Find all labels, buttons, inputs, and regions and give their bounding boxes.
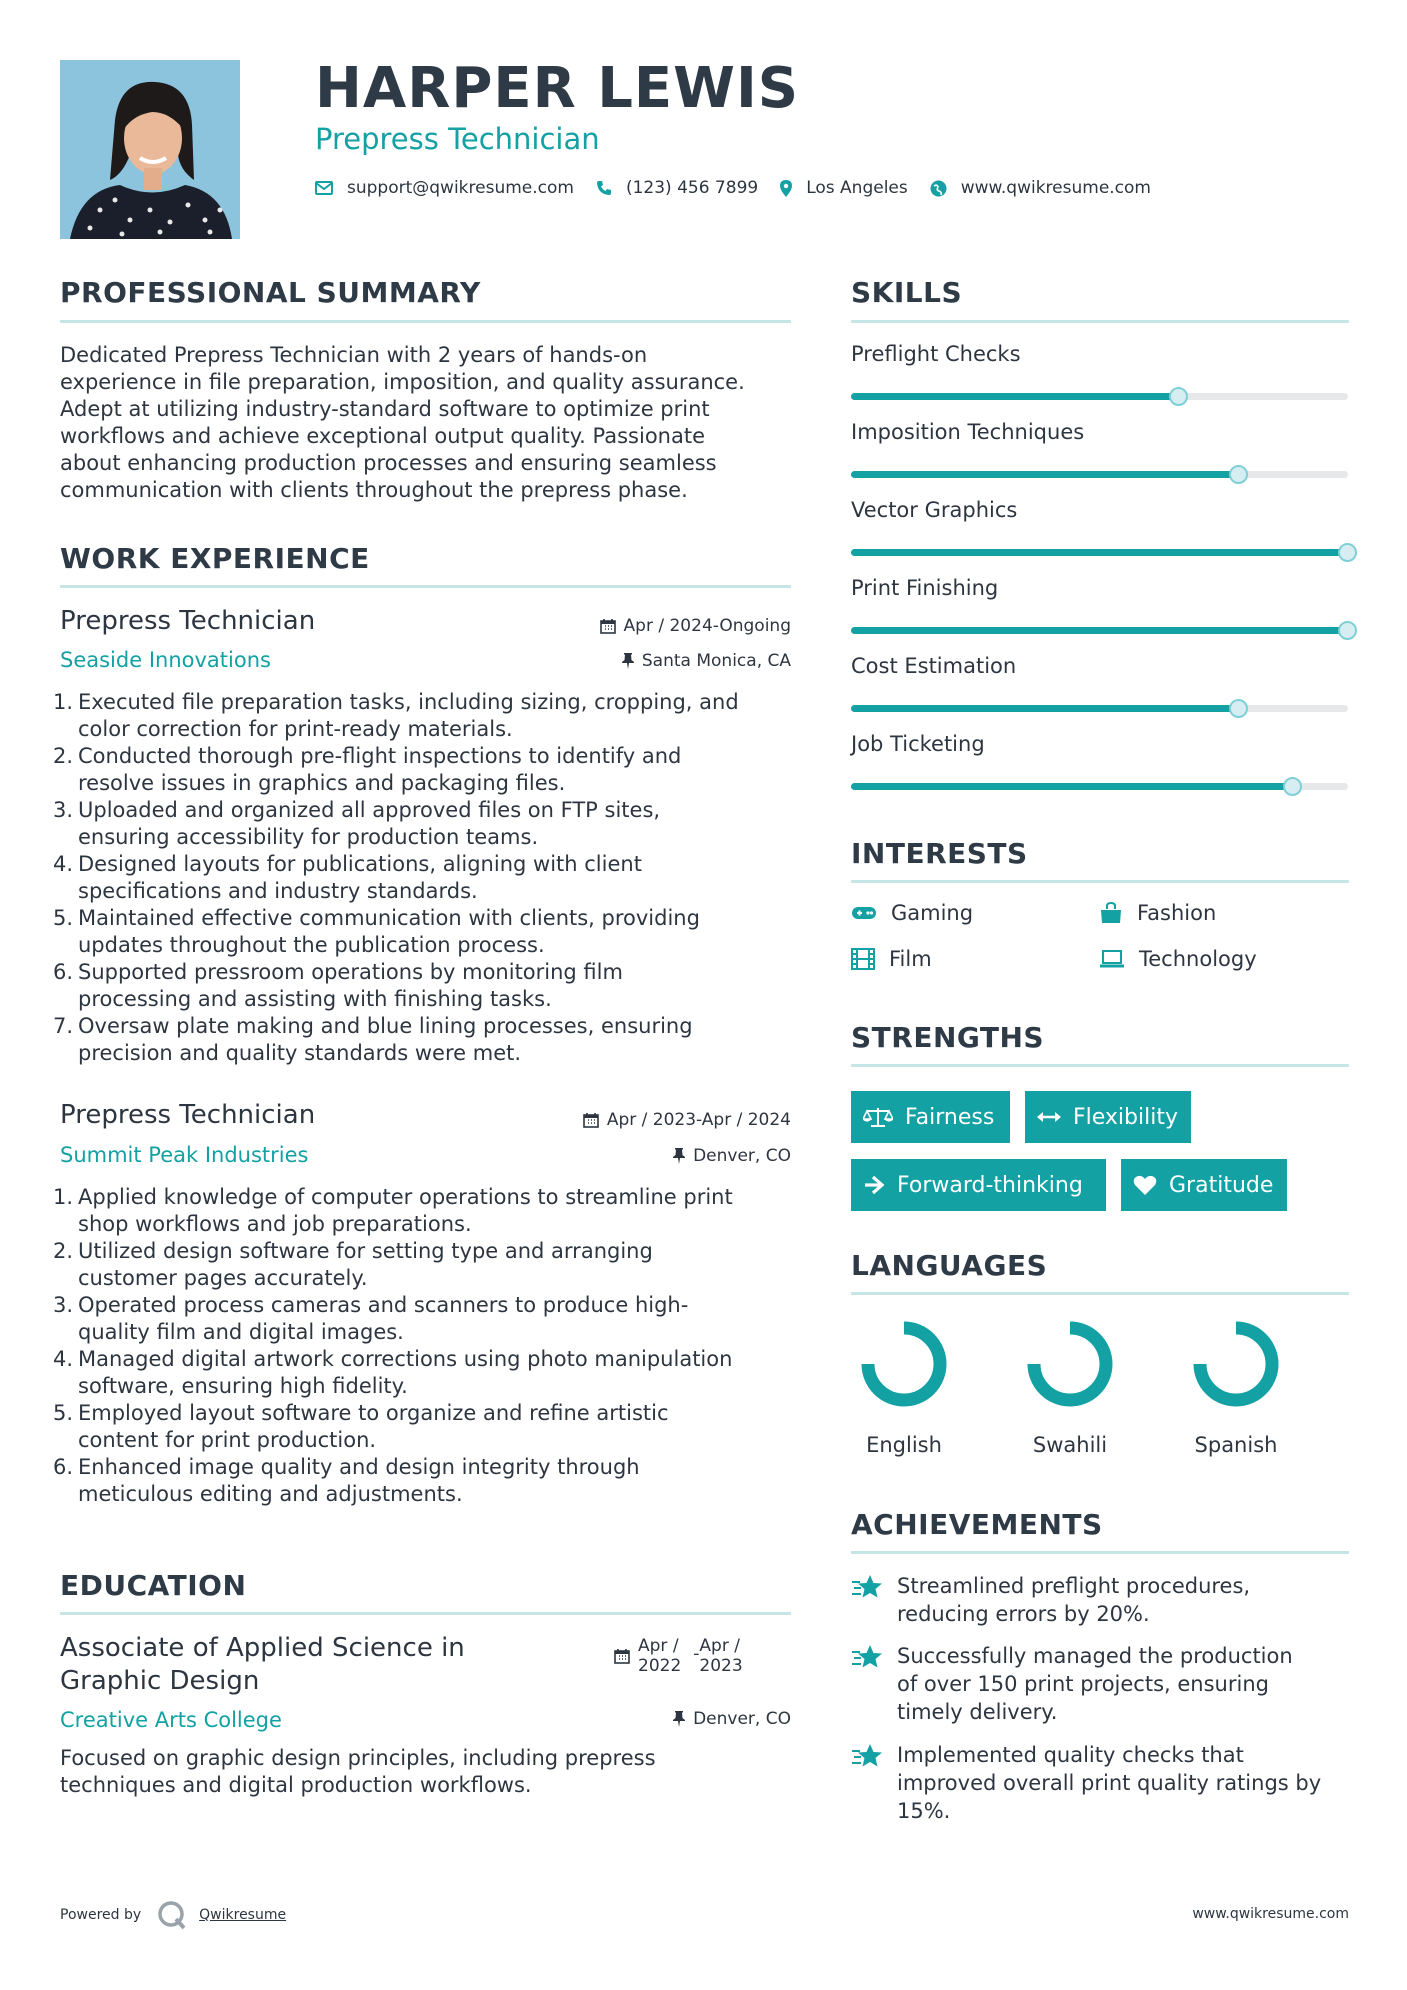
education-location: [673, 1709, 791, 1729]
map-pin-icon: [780, 180, 792, 197]
education-start: Apr / 2022: [638, 1636, 682, 1676]
skill-level-bar: [851, 783, 1348, 790]
skill-level-bar: [851, 549, 1348, 556]
list-item: Operated process cameras and scanners to produce high- quality film and digital images.: [78, 1293, 689, 1344]
list-item: Managed digital artwork corrections using photo manipulation software, ensuring high fidelity.: [78, 1347, 733, 1398]
interest-label: Technology: [1139, 947, 1257, 971]
contact-website[interactable]: [930, 178, 1151, 198]
skill-level-knob: [1229, 465, 1248, 484]
achievement-item: [851, 1572, 1250, 1628]
interest-item: [1099, 947, 1257, 971]
list-item: Designed layouts for publications, aligning with client specifications and industry standards.: [78, 852, 642, 903]
skill-label: Preflight Checks: [851, 342, 1021, 366]
language-level-arc: [868, 1328, 940, 1400]
job-location-text: Santa Monica, CA: [641, 651, 791, 671]
strength-label: Flexibility: [1073, 1104, 1178, 1130]
pushpin-icon: [673, 1148, 685, 1164]
education-heading: EDUCATION: [60, 1569, 247, 1602]
list-item: Utilized design software for setting type and arranging customer pages accurately.: [78, 1239, 653, 1290]
achievement-line: 15%.: [897, 1799, 951, 1823]
interest-item: [851, 901, 973, 925]
skill-level-bar: [851, 393, 1348, 400]
experience-heading: WORK EXPERIENCE: [60, 542, 370, 575]
skill-label: Imposition Techniques: [851, 420, 1085, 444]
language-ring: [1020, 1314, 1120, 1414]
job-dates: [583, 1110, 791, 1130]
summary-line: experience in file preparation, imposition, and quality assurance.: [60, 370, 745, 394]
summary-line: Dedicated Prepress Technician with 2 years of hands-on: [60, 343, 648, 367]
summary-line: workflows and achieve exceptional output quality. Passionate: [60, 424, 706, 448]
language-ring: [854, 1314, 954, 1414]
globe-icon: [930, 180, 947, 197]
achievement-line: of over 150 print projects, ensuring: [897, 1672, 1269, 1696]
list-item: Executed file preparation tasks, including sizing, cropping, and color correction for print-ready materials.: [78, 690, 739, 741]
job-title: Prepress Technician: [60, 1100, 316, 1130]
skills-heading: SKILLS: [851, 276, 963, 309]
list-item: Applied knowledge of computer operations to streamline print shop workflows and job preparations.: [78, 1185, 733, 1236]
website-text: www.qwikresume.com: [960, 178, 1151, 198]
skill-level-knob: [1169, 387, 1188, 406]
pushpin-icon: [673, 1711, 685, 1727]
achievement-item: [851, 1642, 1293, 1726]
education-description-line: techniques and digital production workflows.: [60, 1773, 532, 1797]
contact-email[interactable]: [315, 178, 574, 198]
summary-text: [60, 342, 745, 504]
interests-heading: INTERESTS: [851, 837, 1028, 870]
footer-powered-by: [60, 1900, 286, 1930]
language-level-arc: [1034, 1328, 1106, 1400]
job-location-text: Denver, CO: [693, 1146, 791, 1166]
footer-website[interactable]: www.qwikresume.com: [1192, 1906, 1349, 1922]
skill-level-fill: [851, 393, 1179, 400]
brand-link[interactable]: Qwikresume: [199, 1907, 287, 1923]
education-location-text: Denver, CO: [693, 1709, 791, 1729]
skill-label: Print Finishing: [851, 576, 999, 600]
skill-level-knob: [1283, 777, 1302, 796]
skill-level-knob: [1338, 621, 1357, 640]
strength-label: Gratitude: [1169, 1172, 1274, 1198]
skill-level-bar: [851, 705, 1348, 712]
gamepad-icon: [851, 905, 877, 921]
education-end: Apr / 2023: [699, 1636, 743, 1676]
strength-chip: [851, 1159, 1106, 1211]
list-item: Maintained effective communication with clients, providing updates throughout the publication process.: [78, 906, 700, 957]
contact-phone[interactable]: [596, 178, 758, 198]
calendar-icon: [600, 618, 616, 634]
achievement-item: [851, 1741, 1321, 1825]
skill-level-bar: [851, 627, 1348, 634]
list-item: Enhanced image quality and design integrity through meticulous editing and adjustments.: [78, 1455, 640, 1506]
job-title-headline: Prepress Technician: [315, 122, 600, 156]
powered-by-text: Powered by: [60, 1907, 142, 1923]
interest-item: [1099, 901, 1216, 925]
pushpin-icon: [622, 653, 634, 669]
skill-label: Job Ticketing: [851, 732, 985, 756]
achievement-line: Implemented quality checks that: [897, 1743, 1244, 1767]
interests-divider: [851, 880, 1349, 883]
achievements-heading: ACHIEVEMENTS: [851, 1508, 1103, 1541]
balance-scale-icon: [863, 1106, 893, 1128]
company-name: Seaside Innovations: [60, 648, 271, 672]
achievements-divider: [851, 1551, 1349, 1554]
summary-divider: [60, 320, 791, 323]
language-ring: [1186, 1314, 1286, 1414]
email-text: support@qwikresume.com: [347, 178, 574, 198]
degree-line: Graphic Design: [60, 1666, 260, 1696]
date-separator: -: [693, 1644, 700, 1664]
achievement-line: Successfully managed the production: [897, 1644, 1293, 1668]
skill-level-fill: [851, 783, 1293, 790]
list-item: Supported pressroom operations by monitoring film processing and assisting with finishing tasks.: [78, 960, 623, 1011]
summary-line: communication with clients throughout the prepress phase.: [60, 478, 688, 502]
school-name: Creative Arts College: [60, 1708, 282, 1732]
list-item: Uploaded and organized all approved files on FTP sites, ensuring accessibility for production teams.: [78, 798, 661, 849]
calendar-icon: [614, 1648, 630, 1664]
job-location: [673, 1146, 791, 1166]
language-label: English: [866, 1433, 942, 1457]
arrow-right-icon: [863, 1175, 885, 1195]
skill-level-bar: [851, 471, 1348, 478]
skill-level-fill: [851, 705, 1239, 712]
strength-chip: [851, 1091, 1010, 1143]
summary-heading: PROFESSIONAL SUMMARY: [60, 276, 481, 309]
skill-level-knob: [1338, 543, 1357, 562]
interest-label: Gaming: [891, 901, 974, 925]
job-dates-text: Apr / 2023-Apr / 2024: [606, 1110, 791, 1130]
job-dates-text: Apr / 2024-Ongoing: [623, 616, 791, 636]
skill-level-fill: [851, 627, 1348, 634]
language-label: Spanish: [1194, 1433, 1278, 1457]
contact-bar: [315, 178, 1173, 198]
job-location: [622, 651, 791, 671]
star-icon: [851, 1644, 885, 1670]
company-name: Summit Peak Industries: [60, 1143, 309, 1167]
star-icon: [851, 1743, 885, 1769]
star-icon: [851, 1574, 885, 1600]
arrows-horizontal-icon: [1037, 1110, 1061, 1124]
laptop-icon: [1099, 949, 1125, 969]
strength-label: Fairness: [905, 1104, 995, 1130]
qwikresume-logo-icon: [157, 1900, 187, 1930]
degree-title: [60, 1632, 465, 1698]
languages-heading: LANGUAGES: [851, 1249, 1048, 1282]
education-divider: [60, 1612, 791, 1615]
skills-divider: [851, 320, 1349, 323]
calendar-icon: [583, 1112, 599, 1128]
interest-label: Film: [889, 947, 932, 971]
avatar: [60, 60, 240, 239]
language-level-arc: [1200, 1328, 1272, 1400]
shopping-bag-icon: [1099, 902, 1123, 924]
strength-label: Forward-thinking: [897, 1172, 1083, 1198]
education-description: [60, 1745, 656, 1799]
strength-chip: [1121, 1159, 1287, 1211]
achievement-line: reducing errors by 20%.: [897, 1602, 1150, 1626]
phone-text: (123) 456 7899: [625, 178, 759, 198]
experience-divider: [60, 585, 791, 588]
film-icon: [851, 948, 875, 970]
list-item: Employed layout software to organize and refine artistic content for print production.: [78, 1401, 669, 1452]
job-bullets: [60, 1184, 800, 1508]
interest-item: [851, 947, 932, 971]
skill-level-knob: [1229, 699, 1248, 718]
heart-icon: [1133, 1174, 1157, 1196]
education-dates: [614, 1636, 743, 1676]
skill-label: Cost Estimation: [851, 654, 1017, 678]
achievement-line: Streamlined preflight procedures,: [897, 1574, 1251, 1598]
strength-chip: [1025, 1091, 1191, 1143]
job-dates: [600, 616, 791, 636]
interest-label: Fashion: [1137, 901, 1217, 925]
skill-label: Vector Graphics: [851, 498, 1018, 522]
skill-level-fill: [851, 549, 1348, 556]
job-bullets: [60, 689, 800, 1067]
candidate-name: HARPER LEWIS: [315, 56, 800, 121]
list-item: Oversaw plate making and blue lining processes, ensuring precision and quality standards were met.: [78, 1014, 693, 1065]
job-title: Prepress Technician: [60, 606, 316, 636]
phone-icon: [596, 180, 612, 196]
degree-line: Associate of Applied Science in: [60, 1633, 465, 1663]
summary-line: Adept at utilizing industry-standard software to optimize print: [60, 397, 710, 421]
envelope-icon: [315, 181, 333, 195]
strengths-divider: [851, 1064, 1349, 1067]
location-text: Los Angeles: [806, 178, 908, 198]
list-item: Conducted thorough pre-flight inspections to identify and resolve issues in graphics and packaging files.: [78, 744, 682, 795]
languages-divider: [851, 1292, 1349, 1295]
skill-level-fill: [851, 471, 1239, 478]
achievement-line: improved overall print quality ratings by: [897, 1771, 1322, 1795]
language-label: Swahili: [1032, 1433, 1108, 1457]
achievement-line: timely delivery.: [897, 1700, 1058, 1724]
strengths-heading: STRENGTHS: [851, 1021, 1045, 1054]
contact-location: [780, 178, 908, 198]
education-description-line: Focused on graphic design principles, including prepress: [60, 1746, 656, 1770]
summary-line: about enhancing production processes and ensuring seamless: [60, 451, 717, 475]
